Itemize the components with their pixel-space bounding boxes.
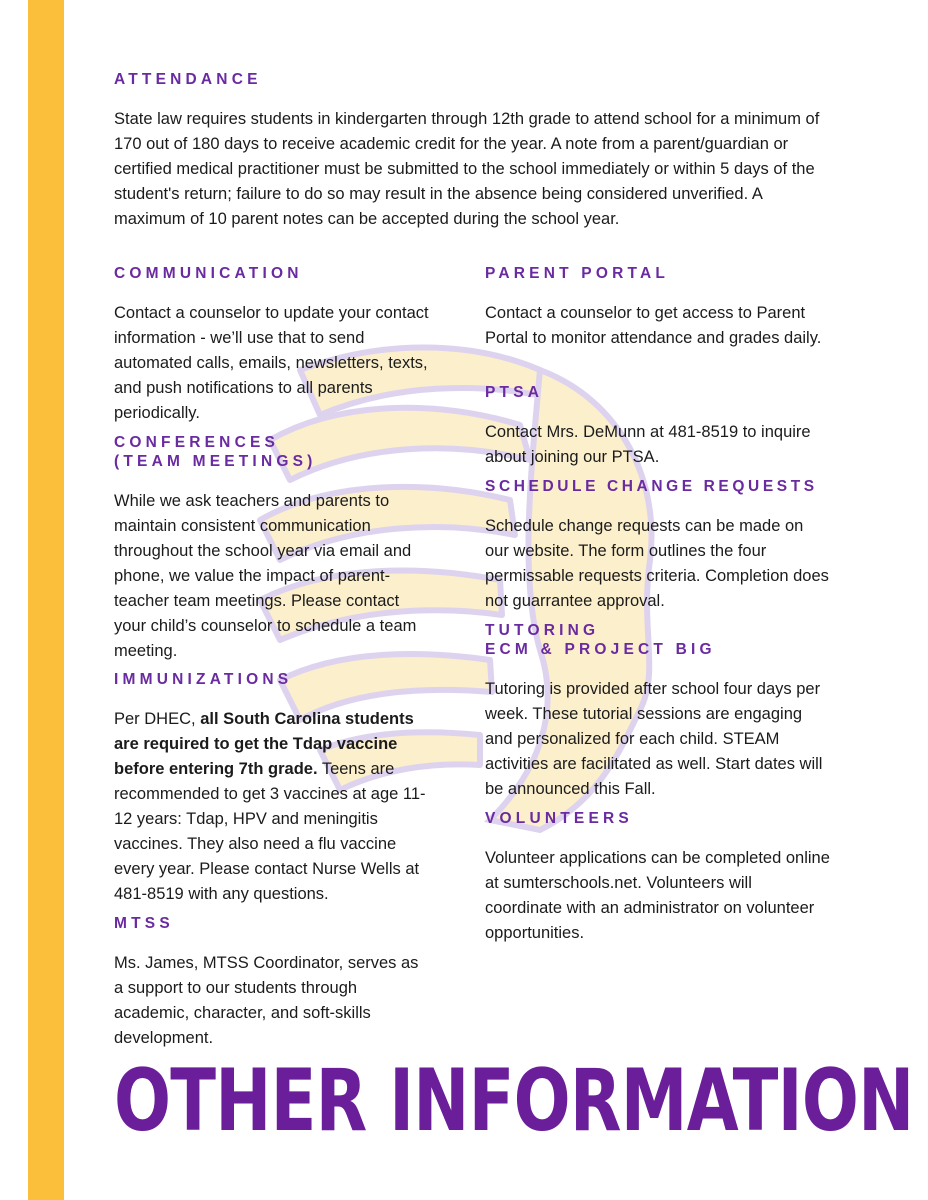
immunizations-body-bold: all South Carolina students are required to get the Tdap vaccine before entering 7th grade. bbox=[114, 710, 414, 778]
attendance-heading: ATTENDANCE bbox=[114, 71, 262, 88]
conferences-body: While we ask teachers and parents to maintain consistent communication throughout the school year via email and phone, we value the impact of parent-teacher team meetings. Please contact your child’s counselor to schedule a team meeting. bbox=[114, 492, 417, 660]
immunizations-body-lead: Per DHEC, bbox=[114, 710, 201, 728]
other-information-title: OTHER INFORMATION bbox=[114, 1051, 914, 1151]
tutoring-heading bbox=[485, 621, 830, 659]
communication-body: Contact a counselor to update your contact information - we’ll use that to send automated calls, emails, newsletters, texts, and push notifications to all parents periodically. bbox=[114, 304, 429, 422]
schedule-change-heading: SCHEDULE CHANGE REQUESTS bbox=[485, 478, 818, 495]
ptsa-body: Contact Mrs. DeMunn at 481-8519 to inquire about joining our PTSA. bbox=[485, 423, 811, 466]
communication-section bbox=[114, 264, 430, 426]
communication-heading: COMMUNICATION bbox=[114, 265, 303, 282]
schedule-change-body: Schedule change requests can be made on our website. The form outlines the four permissable requests criteria. Completion does not guarrantee approval. bbox=[485, 517, 829, 610]
schedule-change-section bbox=[485, 477, 830, 614]
conferences-heading-line2: (TEAM MEETINGS) bbox=[114, 453, 317, 470]
immunizations-body bbox=[114, 707, 430, 907]
tutoring-heading-line2: ECM & PROJECT BIG bbox=[485, 641, 716, 658]
tutoring-body: Tutoring is provided after school four days per week. These tutorial sessions are engaging and personalized for each child. STEAM activities are facilitated as well. Start dates will be announced this Fall. bbox=[485, 680, 823, 798]
conferences-heading-line1: CONFERENCES bbox=[114, 434, 280, 451]
ptsa-section bbox=[485, 383, 830, 470]
mtss-section bbox=[114, 914, 430, 1051]
parent-portal-section bbox=[485, 264, 830, 351]
immunizations-section bbox=[114, 670, 430, 907]
volunteers-heading: VOLUNTEERS bbox=[485, 810, 633, 827]
tutoring-heading-line1: TUTORING bbox=[485, 622, 600, 639]
parent-portal-body: Contact a counselor to get access to Parent Portal to monitor attendance and grades daily. bbox=[485, 304, 822, 347]
attendance-body: State law requires students in kindergarten through 12th grade to attend school for a minimum of 170 out of 180 days to receive academic credit for the year. A note from a parent/guardian or certified medical practitioner must be submitted to the school immediately or within 5 days of the student's return; failure to do so may result in the absence being considered unverified. A maximum of 10 parent notes can be accepted during the school year. bbox=[114, 110, 820, 228]
parent-portal-heading: PARENT PORTAL bbox=[485, 265, 670, 282]
immunizations-body-rest: Teens are recommended to get 3 vaccines at age 11-12 years: Tdap, HPV and meningitis vaccines. They also need a flu vaccine every year. Please contact Nurse Wells at 481-8519 with any questions. bbox=[114, 760, 426, 903]
conferences-heading bbox=[114, 433, 430, 471]
mtss-heading: MTSS bbox=[114, 915, 174, 932]
volunteers-section bbox=[485, 809, 830, 946]
mtss-body: Ms. James, MTSS Coordinator, serves as a support to our students through academic, character, and soft-skills development. bbox=[114, 954, 419, 1047]
gold-side-bar bbox=[28, 0, 64, 1200]
tutoring-section bbox=[485, 621, 830, 802]
attendance-section bbox=[114, 70, 824, 232]
conferences-section bbox=[114, 433, 430, 664]
ptsa-heading: PTSA bbox=[485, 384, 544, 401]
immunizations-heading: IMMUNIZATIONS bbox=[114, 671, 293, 688]
volunteers-body: Volunteer applications can be completed online at sumterschools.net. Volunteers will coordinate with an administrator on volunteer opportunities. bbox=[485, 849, 830, 942]
